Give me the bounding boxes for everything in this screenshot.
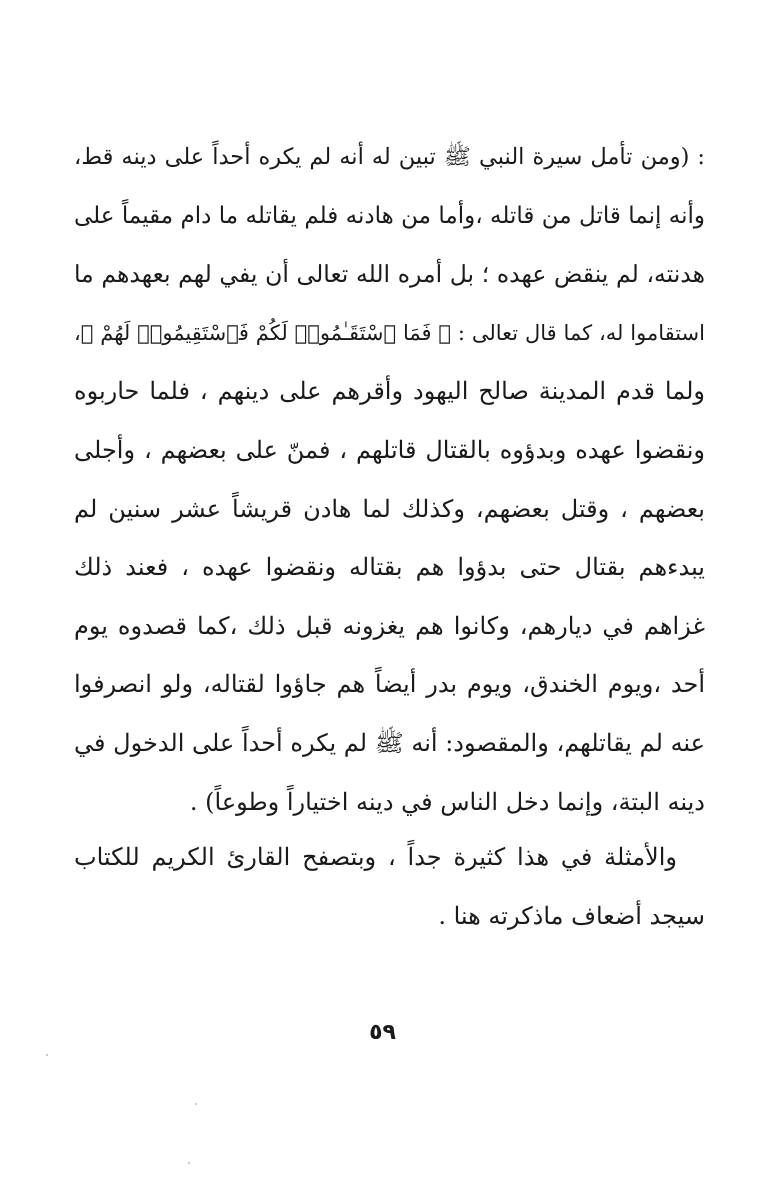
text-line: وأنه إنما قاتل من قاتله ،وأما من هادنه فلم يقاتله ما دام مقيماً على: [74, 202, 705, 229]
text-line: : (ومن تأمل سيرة النبي ﷺ تبين له أنه لم يكره أحداً على دينه قط،: [74, 144, 705, 170]
paragraph-1: [74, 128, 705, 831]
text-line: يبدءهم بقتال حتى بدؤوا هم بقتاله ونقضوا عهده ، فعند ذلك: [74, 553, 705, 582]
quran-verse-line: استقاموا له، كما قال تعالى : ﴿ فَمَا ٱسْتَقَـٰمُوا۟ لَكُمْ فَٱسْتَقِيمُوا۟ لَهُمْ ﴾،: [74, 320, 705, 345]
paragraph-2: [74, 828, 705, 945]
text-line: عنه لم يقاتلهم، والمقصود: أنه ﷺ لم يكره أحداً على الدخول في: [74, 728, 705, 757]
text-line: هدنته، لم ينقض عهده ؛ بل أمره الله تعالى أن يفي لهم بعهدهم ما: [74, 260, 705, 289]
text-line: سيجد أضعاف ماذكرته هنا .: [438, 901, 705, 930]
text-line: غزاهم في ديارهم، وكانوا هم يغزونه قبل ذلك ،كما قصدوه يوم: [74, 611, 705, 640]
text-line: ونقضوا عهده وبدؤوه بالقتال قاتلهم ، فمنّ على بعضهم ، وأجلى: [74, 435, 705, 464]
text-line: ولما قدم المدينة صالح اليهود وأقرهم على دينهم ، فلما حاربوه: [74, 377, 705, 406]
scan-speck: [195, 1103, 197, 1105]
scan-speck: [46, 1054, 48, 1056]
scan-speck: [188, 1162, 190, 1164]
text-line: والأمثلة في هذا كثيرة جداً ، وبتصفح القارئ الكريم للكتاب: [74, 843, 677, 871]
text-line: أحد ،ويوم الخندق، ويوم بدر أيضاً هم جاؤوا لقتاله، ولو انصرفوا: [74, 670, 705, 699]
text-line: دينه البتة، وإنما دخل الناس في دينه اختياراً وطوعاً) .: [189, 787, 705, 816]
page-number: ٥٩: [369, 1020, 396, 1045]
text-line: بعضهم ، وقتل بعضهم، وكذلك لما هادن قريشاً عشر سنين لم: [74, 494, 705, 523]
